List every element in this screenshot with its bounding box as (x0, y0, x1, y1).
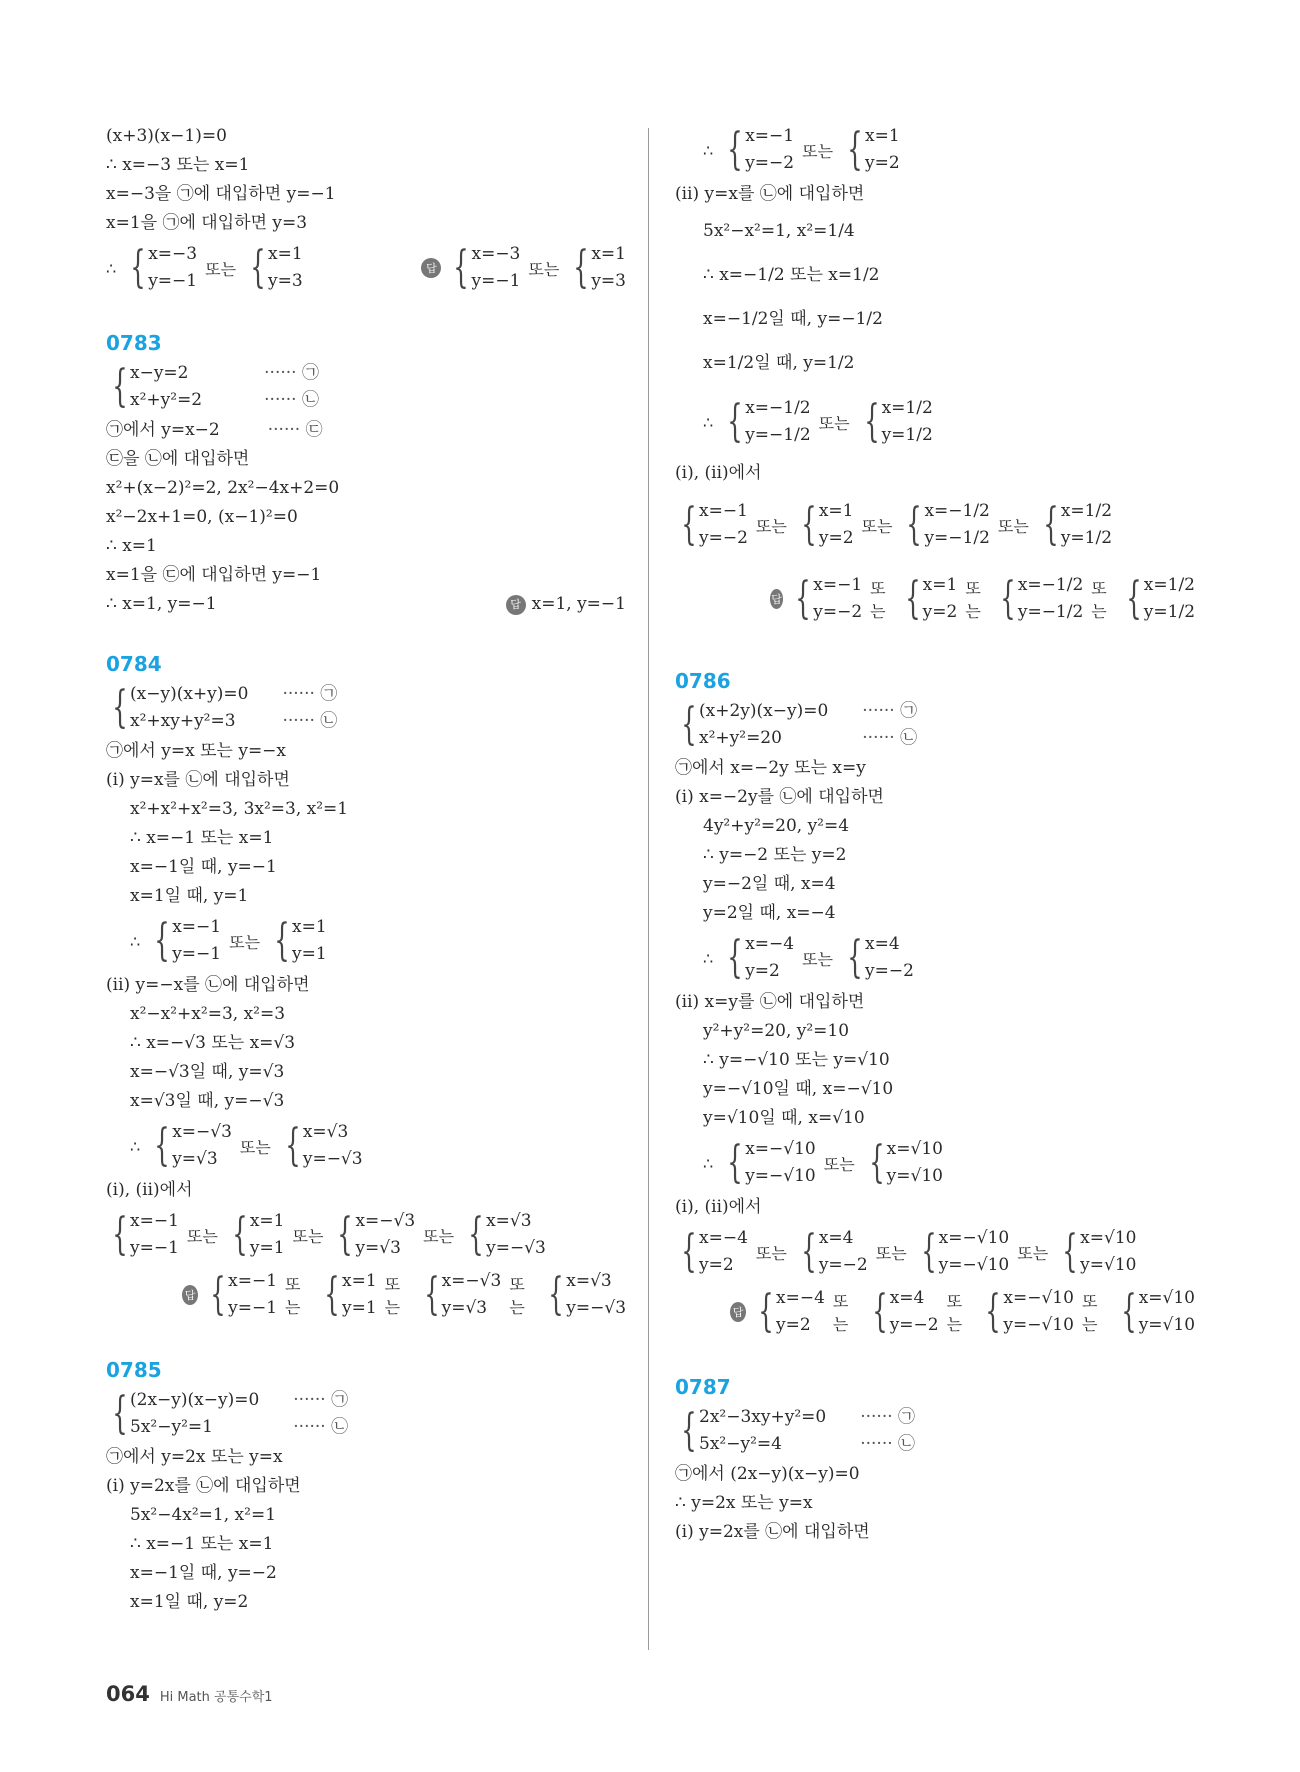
problem-number: 0783 (106, 331, 162, 355)
text-line: ㉠에서 (2x−y)(x−y)=0 (675, 1464, 860, 1484)
solution-line: ∴ { x=−3 y=−1 또는 { x=1 y=3 답 { x=−3 y=−1 또는 { x=1 y=3 (106, 238, 626, 298)
problem-number: 0785 (106, 1358, 162, 1382)
page-number: 064 (106, 1682, 150, 1706)
text-line: (ⅱ) y=−x를 ㉡에 대입하면 (106, 975, 310, 995)
text-line: x²+x²+x²=3, 3x²=3, x²=1 (130, 799, 349, 819)
text-line: x=−3을 ㉠에 대입하면 y=−1 (106, 184, 336, 204)
text-line: (ⅱ) y=x를 ㉡에 대입하면 (675, 184, 865, 204)
right-column (675, 120, 1195, 1547)
text-line: y=√10일 때, x=√10 (703, 1108, 865, 1128)
answer-badge-icon: 답 (421, 258, 441, 278)
answer: 답 { x=−1 y=−2 또는 { x=1 y=2 또는 { x=−1/2 y=−1/2 또는 { x=1/2 y=1/2 (771, 573, 1196, 624)
text-line: ∴ y=−2 또는 y=2 (703, 845, 847, 865)
answer: 답 x=1, y=−1 (506, 590, 626, 619)
text-line: x=−1/2일 때, y=−1/2 (703, 308, 883, 329)
given-system: { (2x−y)(x−y)=0 5x²−y²=1 ······ ㉠ ······ ㉡ (112, 1388, 349, 1439)
text-line: x=−1일 때, y=−1 (130, 857, 277, 877)
text-line: (ⅰ) y=x를 ㉡에 대입하면 (106, 770, 290, 790)
text-line: ㉠에서 y=x 또는 y=−x (106, 741, 287, 761)
text-line: ㉠에서 x=−2y 또는 x=y (675, 758, 866, 778)
given-system: { (x+2y)(x−y)=0 x²+y²=20 ······ ㉠ ······ ㉡ (681, 699, 918, 750)
text-line: x²−2x+1=0, (x−1)²=0 (106, 507, 298, 527)
text-line: ∴ x=−1 또는 x=1 (130, 1534, 274, 1554)
text-line: ∴ x=−1 또는 x=1 (130, 828, 274, 848)
text-line: y²+y²=20, y²=10 (703, 1021, 850, 1041)
text-line: x=1을 ㉢에 대입하면 y=−1 (106, 565, 322, 585)
text-line: x=−1일 때, y=−2 (130, 1563, 277, 1583)
text-line: (ⅰ), (ⅱ)에서 (106, 1180, 193, 1200)
equation-system: { x=−3 y=−1 (130, 242, 198, 293)
solution-line: { x=−4 y=2 또는 { x=4 y=−2 또는 { x=−√10 y=−√10 또는 { x=√10 y=√10 (681, 1226, 1137, 1277)
solution-line: ∴ { x=−1 y=−1 또는 { x=1 y=1 (130, 915, 327, 966)
text-line: ㉢을 ㉡에 대입하면 (106, 449, 250, 469)
solution-line: ∴ { x=−√10 y=−√10 또는 { x=√10 y=√10 (703, 1137, 943, 1188)
problem-number: 0787 (675, 1375, 731, 1399)
text-line: (ⅰ) y=2x를 ㉡에 대입하면 (106, 1476, 301, 1496)
text-line: ㉠에서 y=2x 또는 y=x (106, 1447, 283, 1467)
solution-line: ∴ { x=−4 y=2 또는 { x=4 y=−2 (703, 932, 914, 983)
text-line: y=−√10일 때, x=−√10 (703, 1079, 894, 1099)
text-line: x=1을 ㉠에 대입하면 y=3 (106, 213, 308, 233)
answer-badge-icon: 답 (770, 589, 783, 609)
text-line: ∴ x=1 (106, 536, 157, 556)
text-line: y=−2일 때, x=4 (703, 874, 836, 894)
text-line: (ⅰ) x=−2y를 ㉡에 대입하면 (675, 787, 884, 807)
answer: 답 { x=−4 y=2 또는 { x=4 y=−2 또는 { x=−√10 y=−√10 또는 { x=√10 y=√10 (675, 1282, 1195, 1342)
text-line: ∴ y=2x 또는 y=x (675, 1493, 813, 1513)
text-line: ∴ x=−√3 또는 x=√3 (130, 1033, 296, 1053)
text-line: ㉠에서 y=x−2 ······ ㉢ (106, 420, 323, 440)
answer-badge-icon: 답 (182, 1285, 198, 1305)
text-line: (ⅰ), (ⅱ)에서 (675, 1197, 762, 1217)
page-footer (106, 1682, 273, 1706)
text-line: ∴ x=−1/2 또는 x=1/2 (703, 264, 880, 285)
text-line: x=√3일 때, y=−√3 (130, 1091, 285, 1111)
text-line: (ⅱ) x=y를 ㉡에 대입하면 (675, 992, 865, 1012)
given-system: { 2x²−3xy+y²=0 5x²−y²=4 ······ ㉠ ······ ㉡ (681, 1405, 916, 1456)
answer: 답 { x=−3 y=−1 또는 { x=1 y=3 (421, 239, 626, 297)
text-line: (ⅰ) y=2x를 ㉡에 대입하면 (675, 1522, 870, 1542)
text-line: (ⅰ), (ⅱ)에서 (675, 463, 762, 483)
text-line: ∴ x=1, y=−1 답 x=1, y=−1 (106, 590, 626, 619)
solution-line: ∴ { x=−1/2 y=−1/2 또는 { x=1/2 y=1/2 (703, 396, 933, 447)
column-divider (648, 128, 649, 1650)
text-line: x=−√3일 때, y=√3 (130, 1062, 285, 1082)
text-line: 5x²−4x²=1, x²=1 (130, 1505, 277, 1525)
text-line: x²+(x−2)²=2, 2x²−4x+2=0 (106, 478, 340, 498)
answer-badge-icon: 답 (730, 1302, 746, 1322)
given-system: { x−y=2 x²+y²=2 ······ ㉠ ······ ㉡ (112, 361, 319, 412)
text-line: x=1일 때, y=2 (130, 1592, 249, 1612)
solution-line: ∴ { x=−√3 y=√3 또는 { x=√3 y=−√3 (130, 1120, 363, 1171)
book-title: Hi Math 공통수학1 (159, 1690, 273, 1705)
text-line: 4y²+y²=20, y²=4 (703, 816, 850, 836)
left-column (106, 122, 626, 1617)
answer-badge-icon: 답 (506, 595, 526, 615)
text-line: ∴ y=−√10 또는 y=√10 (703, 1050, 890, 1070)
text-line: ∴ x=−3 또는 x=1 (106, 155, 250, 175)
given-system: { (x−y)(x+y)=0 x²+xy+y²=3 ······ ㉠ ······ ㉡ (112, 682, 338, 733)
text-line: (x+3)(x−1)=0 (106, 126, 227, 146)
problem-number: 0784 (106, 652, 162, 676)
text-line: x=1일 때, y=1 (130, 886, 249, 906)
solution-line: { x=−1 y=−1 또는 { x=1 y=1 또는 { x=−√3 y=√3 또는 { x=√3 y=−√3 (112, 1209, 546, 1260)
equation-system: { x=1 y=3 (250, 242, 303, 293)
problem-number: 0786 (675, 669, 731, 693)
solution-line: ∴ { x=−1 y=−2 또는 { x=1 y=2 (703, 124, 900, 175)
answer: 답 { x=−1 y=−1 또는 { x=1 y=1 또는 { x=−√3 y=√3 또는 { x=√3 y=−√3 (106, 1265, 626, 1325)
text-line: 5x²−x²=1, x²=1/4 (703, 220, 855, 241)
text-line: x=1/2일 때, y=1/2 (703, 352, 855, 373)
solution-line: { x=−1 y=−2 또는 { x=1 y=2 또는 { x=−1/2 y=−1/2 또는 { x=1/2 y=1/2 (681, 499, 1113, 550)
text-line: x²−x²+x²=3, x²=3 (130, 1004, 286, 1024)
text-line: y=2일 때, x=−4 (703, 903, 836, 923)
